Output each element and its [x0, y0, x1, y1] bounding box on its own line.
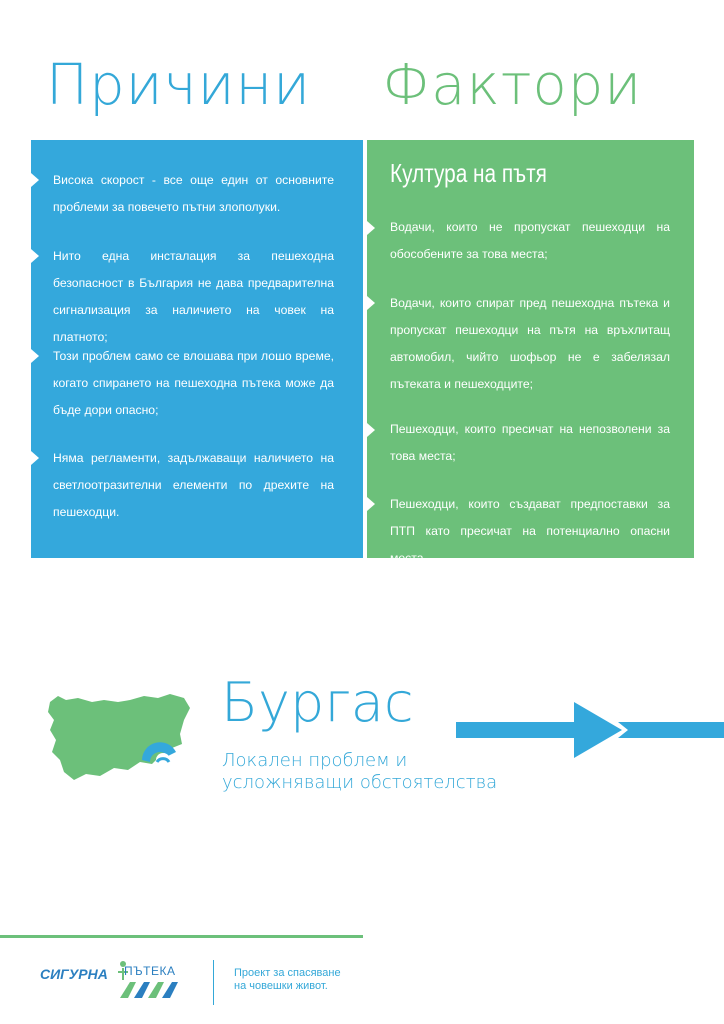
factor-item: Водачи, които спират пред пешеходна пътека и пропускат пешеходци на пътя на връхлитащ автомобил, чийто шофьор не е забелязал пътеката и пешеходците; [390, 296, 670, 391]
factor-item: Пешеходци, които създават предпоставки за ПТП като пресичат на потенциално опасни места. [390, 497, 670, 565]
road-culture-title: Култура на пътя [390, 158, 547, 188]
bullet-icon [31, 451, 39, 465]
heading-causes: Причини [46, 53, 312, 118]
bullet-icon [367, 497, 375, 511]
footer-rule [0, 935, 363, 938]
cause-item: Няма регламенти, задължаващи наличието на светлоотразителни елементи по дрехите на пешеходци. [53, 451, 334, 519]
factor-item: Пешеходци, които пресичат на непозволени за това места; [390, 422, 670, 463]
factor-item: Водачи, които не пропускат пешеходци на обособените за това места; [390, 220, 670, 261]
cause-item: Този проблем само се влошава при лошо време, когато спирането на пешеходна пътека може да бъде дори опасно; [53, 349, 334, 417]
bullet-icon [367, 423, 375, 437]
bulgaria-map-icon [44, 690, 194, 790]
burgas-title: Бургас [221, 671, 414, 734]
bullet-icon [31, 249, 39, 263]
bullet-icon [31, 349, 39, 363]
logo-word-secure: СИГУРНА [40, 966, 108, 982]
bullet-icon [31, 173, 39, 187]
subtitle-line: усложняващи обстоятелства [222, 772, 498, 793]
footer-divider [213, 960, 214, 1005]
bullet-icon [367, 221, 375, 235]
heading-factors: Фактори [382, 53, 643, 118]
causes-panel [31, 140, 363, 558]
factors-panel [367, 140, 694, 565]
arrow-right-icon [456, 700, 724, 760]
bullet-icon [367, 296, 375, 310]
cause-item: Нито една инсталация за пешеходна безопасност в България не дава предварителна сигнализация за наличието на човек на платното; [53, 249, 334, 344]
subtitle-line: Локален проблем и [222, 750, 408, 771]
tagline-line: Проект за спасяване [234, 967, 341, 979]
footer-tagline [234, 967, 394, 993]
logo-word-crossing: ПЪТЕКА [124, 964, 176, 978]
tagline-line: на човешки живот. [234, 980, 328, 992]
cause-item: Висока скорост - все още един от основните проблеми за повечето пътни злополуки. [53, 173, 334, 214]
